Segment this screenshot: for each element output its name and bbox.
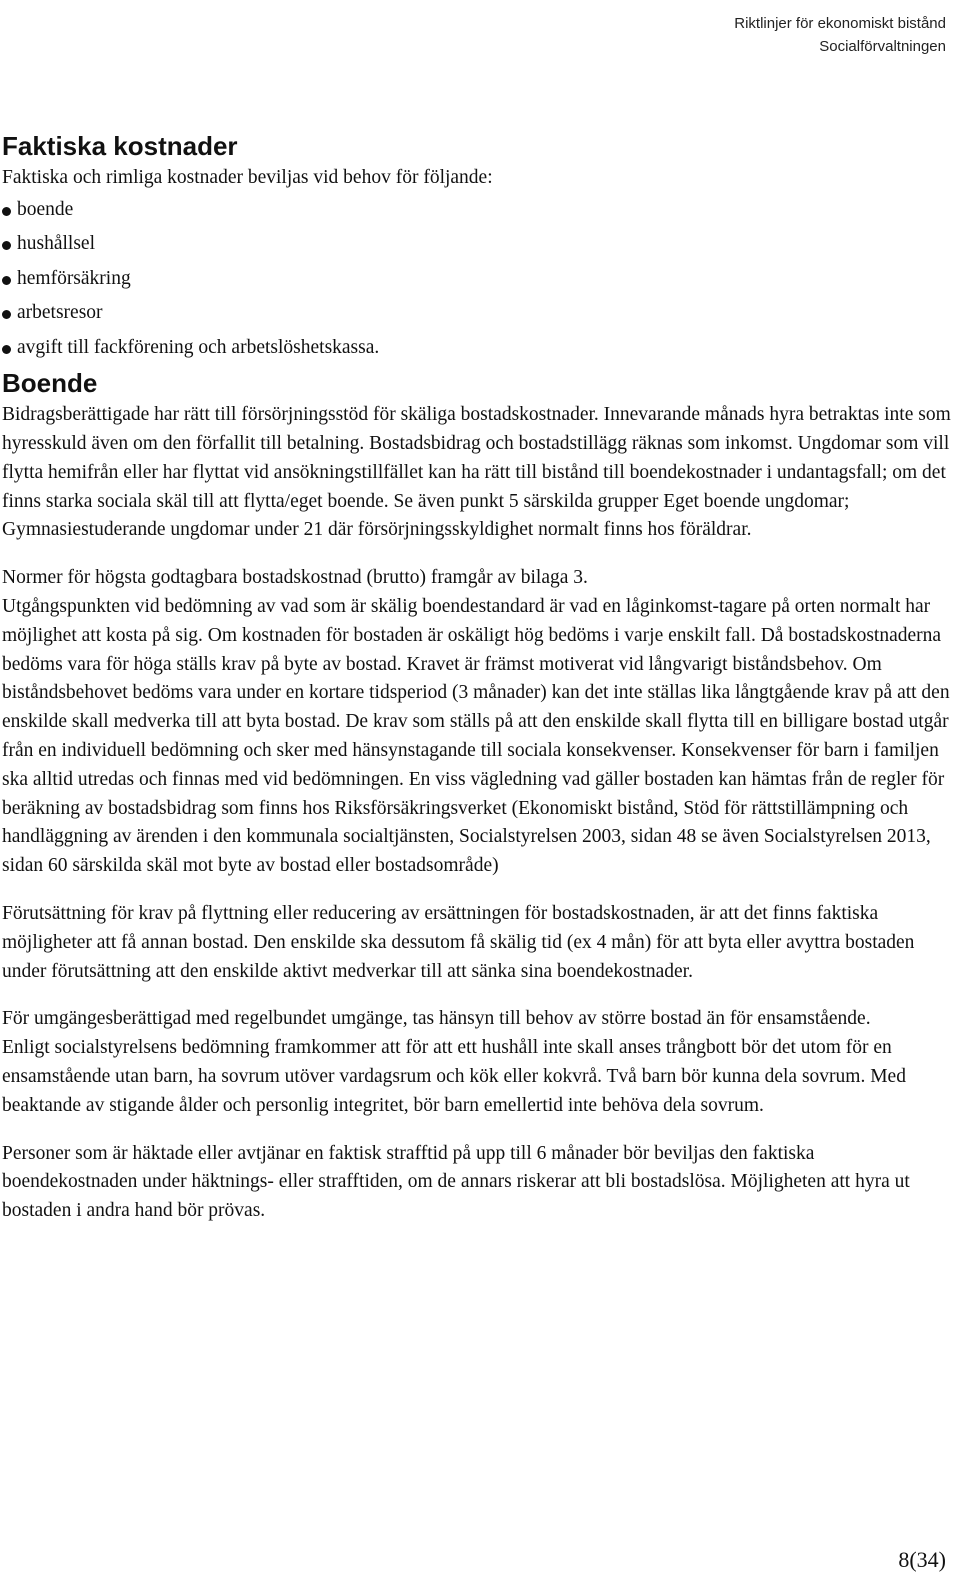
header-document-title: Riktlinjer för ekonomiskt bistånd (734, 15, 946, 32)
boende-paragraph-2: Normer för högsta godtagbara bostadskostnad (brutto) framgår av bilaga 3. (2, 567, 588, 589)
list-item: arbetsresor (2, 296, 952, 331)
page-number: 8(34) (898, 1547, 946, 1572)
heading-faktiska-kostnader: Faktiska kostnader (2, 131, 238, 161)
list-item: avgift till fackförening och arbetslöshetskassa. (2, 331, 952, 366)
spacer (2, 881, 952, 900)
spacer (2, 1121, 952, 1140)
page-header (734, 12, 946, 58)
boende-paragraph-1: Bidragsberättigade har rätt till försörjningsstöd för skäliga bostadskostnader. Innevarande månads hyra betraktas inte som hyresskuld även om den förfallit till betalning. Bostadsbidrag och bostadstillägg räknas som inkomst. Ungdomar som vill flytta hemifrån eller har flyttat vid ansökningstillfället kan ha rätt till bistånd till boendekostnader i undantagsfall; om det finns starka sociala skäl till att flytta/eget boende. Se även punkt 5 särskilda grupper Eget boende ungdomar; Gymnasiestuderande ungdomar under 21 där försörjningsskyldighet normalt finns hos föräldrar. (2, 404, 951, 541)
heading-boende: Boende (2, 368, 98, 399)
boende-paragraph-5: För umgängesberättigad med regelbundet umgänge, tas hänsyn till behov av större bostad än för ensamstående. (2, 1008, 871, 1030)
spacer (2, 545, 952, 564)
boende-paragraph-6: Enligt socialstyrelsens bedömning framkommer att för att ett hushåll inte skall anses trångbott bör det utom för en ensamstående utan barn, ha sovrum utöver vardagsrum och kök eller kokvrå. Två barn bör kunna dela sovrum. Med beaktande av stigande ålder och personlig integritet, bör barn emellertid inte behöva dela sovrum. (2, 1037, 906, 1116)
spacer (2, 986, 952, 1005)
list-item: hushållsel (2, 227, 952, 262)
bullet-icon (2, 276, 11, 285)
bullet-icon (2, 207, 11, 216)
list-item: boende (2, 193, 952, 228)
list-item: hemförsäkring (2, 262, 952, 297)
bullet-icon (2, 241, 11, 250)
page-content (2, 128, 952, 1226)
cost-bullet-list (2, 193, 952, 366)
bullet-icon (2, 310, 11, 319)
boende-paragraph-4: Förutsättning för krav på flyttning eller reducering av ersättningen för bostadskostnaden, är att det finns faktiska möjligheter att få annan bostad. Den enskilde ska dessutom få skälig tid (ex 4 mån) för att byta eller avyttra bostaden under förutsättning att den enskilde aktivt medverkar till att sänka sina boendekostnader. (2, 903, 915, 982)
bullet-icon (2, 345, 11, 354)
boende-paragraph-3: Utgångspunkten vid bedömning av vad som är skälig boendestandard är vad en låginkomst-tagare på orten normalt har möjlighet att kosta på sig. Om kostnaden för bostaden är oskäligt hög bedöms i varje enskilt fall. Då bostadskostnaderna bedöms vara för höga ställs krav på byte av bostad. Kravet är främst motiverat vid långvarigt biståndsbehov. Om biståndsbehovet bedöms vara under en kortare tidsperiod (3 månader) kan det inte ställas lika långtgående krav på att den enskilde skall medverka till att byta bostad. De krav som ställs på att den enskilde skall flytta till en billigare bostad utgår från en individuell bedömning och sker med hänsynstagande till sociala konsekvenser. Konsekvenser för barn i familjen ska alltid utredas och finnas med vid bedömningen. En viss vägledning vad gäller bostaden kan hämtas från de regler för beräkning av bostadsbidrag som finns hos Riksförsäkringsverket (Ekonomiskt bistånd, Stöd för rättstillämpning och handläggning av ärenden i den kommunala socialtjänsten, Socialstyrelsen 2003, sidan 48 se även Socialstyrelsen 2013, sidan 60 särskilda skäl mot byte av bostad eller bostadsområde) (2, 596, 950, 877)
boende-paragraph-7: Personer som är häktade eller avtjänar en faktisk strafftid på upp till 6 månader bör beviljas den faktiska boendekostnaden under häktnings- eller strafftiden, om de annars riskerar att bli bostadslösa. Möjligheten att hyra ut bostaden i andra hand bör prövas. (2, 1142, 910, 1222)
header-department: Socialförvaltningen (819, 38, 946, 55)
faktiska-intro: Faktiska och rimliga kostnader beviljas vid behov för följande: (2, 167, 493, 188)
